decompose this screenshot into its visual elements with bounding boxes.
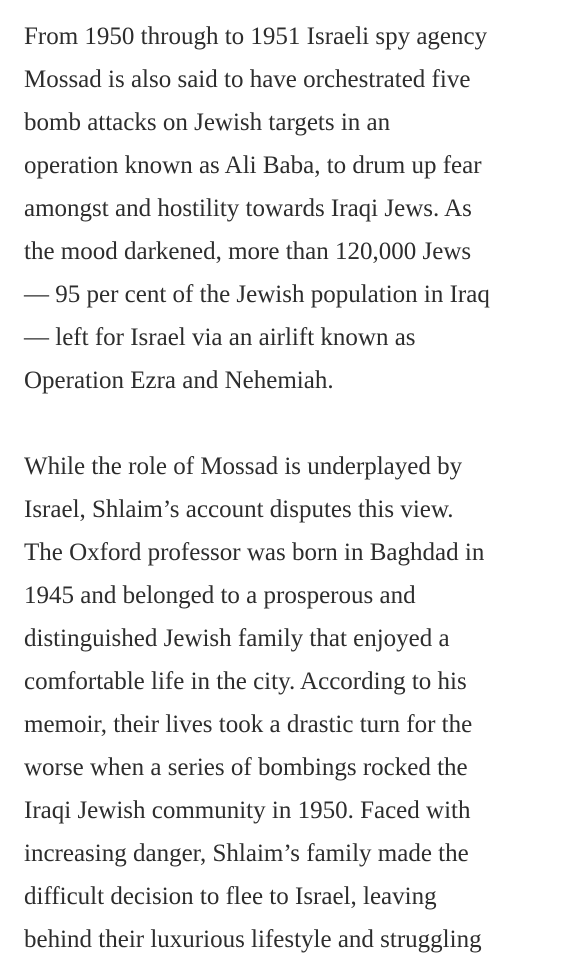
paragraph-line: Iraqi Jewish community in 1950. Faced with: [24, 797, 471, 824]
paragraph-line: increasing danger, Shlaim’s family made the: [24, 840, 469, 867]
paragraph-line: comfortable life in the city. According to his: [24, 668, 467, 695]
paragraph-line: memoir, their lives took a drastic turn for the: [24, 711, 473, 738]
paragraph-line: the mood darkened, more than 120,000 Jews: [24, 238, 472, 265]
paragraph-line: — left for Israel via an airlift known as: [24, 324, 416, 351]
paragraph-line: Israel, Shlaim’s account disputes this view.: [24, 496, 454, 523]
paragraph-line: distinguished Jewish family that enjoyed a: [24, 625, 450, 652]
paragraph-line: While the role of Mossad is underplayed by: [24, 453, 463, 480]
paragraph-line: bomb attacks on Jewish targets in an: [24, 109, 391, 136]
paragraph-line: behind their luxurious lifestyle and struggling: [24, 926, 482, 953]
paragraph-line: Operation Ezra and Nehemiah.: [24, 367, 334, 394]
paragraph-line: — 95 per cent of the Jewish population in Iraq: [24, 281, 490, 308]
paragraph-line: From 1950 through to 1951 Israeli spy agency: [24, 23, 488, 50]
paragraph-line: operation known as Ali Baba, to drum up fear: [24, 152, 482, 179]
paragraph-line: worse when a series of bombings rocked the: [24, 754, 468, 781]
paragraph-line: difficult decision to flee to Israel, leaving: [24, 883, 437, 910]
paragraph-line: Mossad is also said to have orchestrated five: [24, 66, 471, 93]
paragraph-shlaim-account: [0, 445, 588, 961]
paragraph-mossad-operations: [0, 15, 588, 402]
paragraph-line: amongst and hostility towards Iraqi Jews. As: [24, 195, 472, 222]
article-body: [0, 15, 588, 961]
paragraph-line: 1945 and belonged to a prosperous and: [24, 582, 416, 609]
paragraph-line: The Oxford professor was born in Baghdad in: [24, 539, 485, 566]
